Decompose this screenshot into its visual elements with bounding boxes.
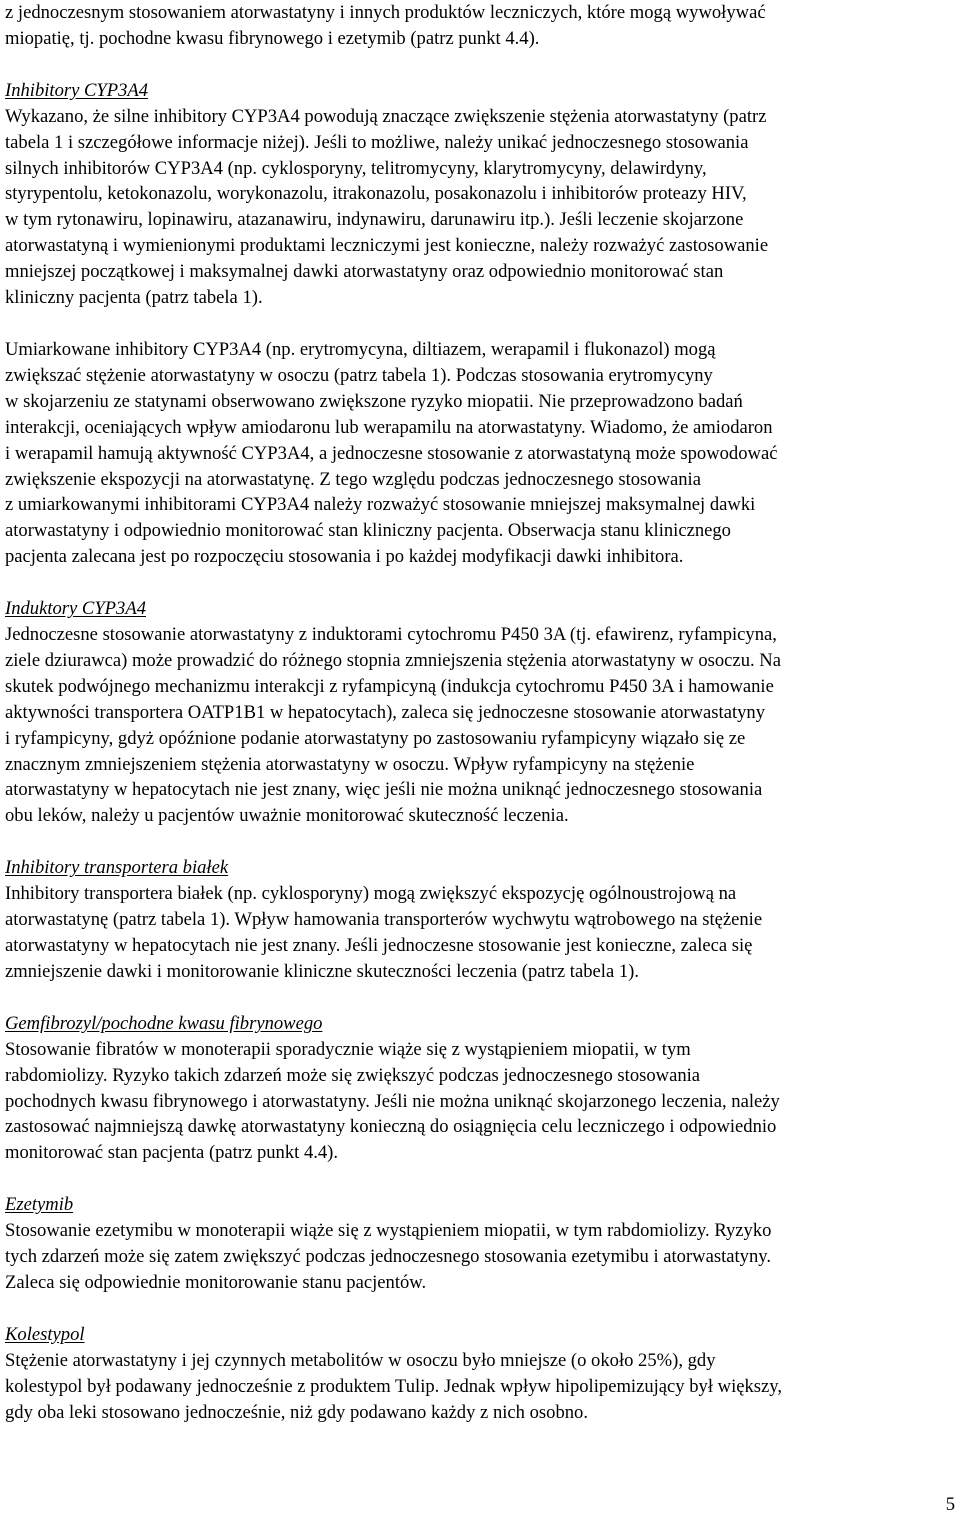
- section-heading: Inhibitory transportera białek: [5, 857, 229, 879]
- intro-paragraph: z jednoczesnym stosowaniem atorwastatyny i innych produktów leczniczych, które mogą wywoływać miopatię, tj. pochodne kwasu fibrynowego i ezetymib (patrz punkt 4.4).: [5, 2, 766, 49]
- section-spacer: [5, 311, 955, 337]
- section-spacer: [5, 829, 955, 855]
- section-heading: Ezetymib: [5, 1194, 74, 1216]
- section-moderate-inhibitors: [5, 337, 955, 570]
- section-body: Stężenie atorwastatyny i jej czynnych metabolitów w osoczu było mniejsze (o około 25%), gdy kolestypol był podawany jednocześnie z produktem Tulip. Jednak wpływ hipolipemizujący był większy, gdy oba leki stosowano jednocześnie, niż gdy podawano każdy z nich osobno.: [5, 1349, 783, 1423]
- section-inhibitory-cyp3a4: [5, 78, 955, 311]
- section-spacer: [5, 1296, 955, 1322]
- section-heading: Gemfibrozyl/pochodne kwasu fibrynowego: [5, 1012, 323, 1034]
- section-body: Jednoczesne stosowanie atorwastatyny z induktorami cytochromu P450 3A (tj. efawirenz, ryfampicyna, ziele dziurawca) może prowadzić do różnego stopnia zmniejszenia stężenia atorwastatyny w osoczu. Na skutek podwójnego mechanizmu interakcji z ryfampicyną (indukcja cytochromu P450 3A i hamowanie aktywności transportera OATP1B1 w hepatocytach), zaleca się jednoczesne stosowanie atorwastatyny i ryfampicyny, gdyż opóźnione podanie atorwastatyny po zastosowaniu ryfampicyny wiązało się ze znacznym zmniejszeniem stężenia atorwastatyny w osoczu. Wpływ ryfampicyny na stężenie atorwastatyny w hepatocytach nie jest znany, więc jeśli nie można uniknąć jednoczesnego stosowania obu leków, należy u pacjentów uważnie monitorować skuteczność leczenia.: [5, 624, 781, 827]
- section-body: Stosowanie fibratów w monoterapii sporadycznie wiąże się z wystąpieniem miopatii, w tym rabdomiolizy. Ryzyko takich zdarzeń może się zwiększyć podczas jednoczesnego stosowania pochodnych kwasu fibrynowego i atorwastatyny. Jeśli nie można uniknąć skojarzonego leczenia, należy zastosować najmniejszą dawkę atorwastatyny konieczną do osiągnięcia celu leczniczego i odpowiednio monitorować stan pacjenta (patrz punkt 4.4).: [5, 1038, 780, 1164]
- section-heading: Induktory CYP3A4: [5, 598, 146, 620]
- section-spacer: [5, 570, 955, 596]
- section-body: Stosowanie ezetymibu w monoterapii wiąże się z wystąpieniem miopatii, w tym rabdomiolizy. Ryzyko tych zdarzeń może się zatem zwiększyć podczas jednoczesnego stosowania ezetymibu i atorwastatyny. Zaleca się odpowiednie monitorowanie stanu pacjentów.: [5, 1220, 772, 1293]
- document-page: [5, 0, 955, 1426]
- section-heading: Kolestypol: [5, 1323, 85, 1345]
- section-gemfibrozyl: [5, 1011, 955, 1166]
- section-spacer: [5, 1166, 955, 1192]
- section-induktory-cyp3a4: [5, 596, 955, 829]
- page-number: 5: [945, 1494, 955, 1515]
- section-body: Umiarkowane inhibitory CYP3A4 (np. erytromycyna, diltiazem, werapamil i flukonazol) mogą zwiększać stężenie atorwastatyny w osoczu (patrz tabela 1). Podczas stosowania erytromycyny w skojarzeniu ze statynami obserwowano zwiększone ryzyko miopatii. Nie przeprowadzono badań interakcji, oceniających wpływ amiodaronu lub werapamilu na atorwastatyny. Wiadomo, że amiodaron i werapamil hamują aktywność CYP3A4, a jednoczesne stosowanie z atorwastatyną może spowodować zwiększenie ekspozycji na atorwastatynę. Z tego względu podczas jednoczesnego stosowania z umiarkowanymi inhibitorami CYP3A4 należy rozważyć stosowanie mniejszej maksymalnej dawki atorwastatyny i odpowiednio monitorować stan kliniczny pacjenta. Obserwacja stanu klinicznego pacjenta zalecana jest po rozpoczęciu stosowania i po każdej modyfikacji dawki inhibitora.: [5, 338, 778, 568]
- section-body: Wykazano, że silne inhibitory CYP3A4 powodują znaczące zwiększenie stężenia atorwastatyny (patrz tabela 1 i szczegółowe informacje niżej). Jeśli to możliwe, należy unikać jednoczesnego stosowania silnych inhibitorów CYP3A4 (np. cyklosporyny, telitromycyny, klarytromycyny, delawirdyny, styrypentolu, ketokonazolu, worykonazolu, itrakonazolu, posakonazolu i inhibitorów proteazy HIV, w tym rytonawiru, lopinawiru, atazanawiru, indynawiru, darunawiru itp.). Jeśli leczenie skojarzone atorwastatyną i wymienionymi produktami leczniczymi jest konieczne, należy rozważyć zastosowanie mniejszej początkowej i maksymalnej dawki atorwastatyny oraz odpowiednio monitorować stan kliniczny pacjenta (patrz tabela 1).: [5, 105, 769, 309]
- section-transporter-inhibitors: [5, 855, 955, 985]
- section-spacer: [5, 52, 955, 78]
- section-spacer: [5, 985, 955, 1011]
- section-heading: Inhibitory CYP3A4: [5, 79, 149, 101]
- section-body: Inhibitory transportera białek (np. cyklosporyny) mogą zwiększyć ekspozycję ogólnoustrojową na atorwastatynę (patrz tabela 1). Wpływ hamowania transporterów wychwytu wątrobowego na stężenie atorwastatyny w hepatocytach nie jest znany. Jeśli jednoczesne stosowanie jest konieczne, zaleca się zmniejszenie dawki i monitorowanie kliniczne skuteczności leczenia (patrz tabela 1).: [5, 883, 763, 982]
- section-kolestypol: [5, 1322, 955, 1426]
- section-ezetymib: [5, 1192, 955, 1296]
